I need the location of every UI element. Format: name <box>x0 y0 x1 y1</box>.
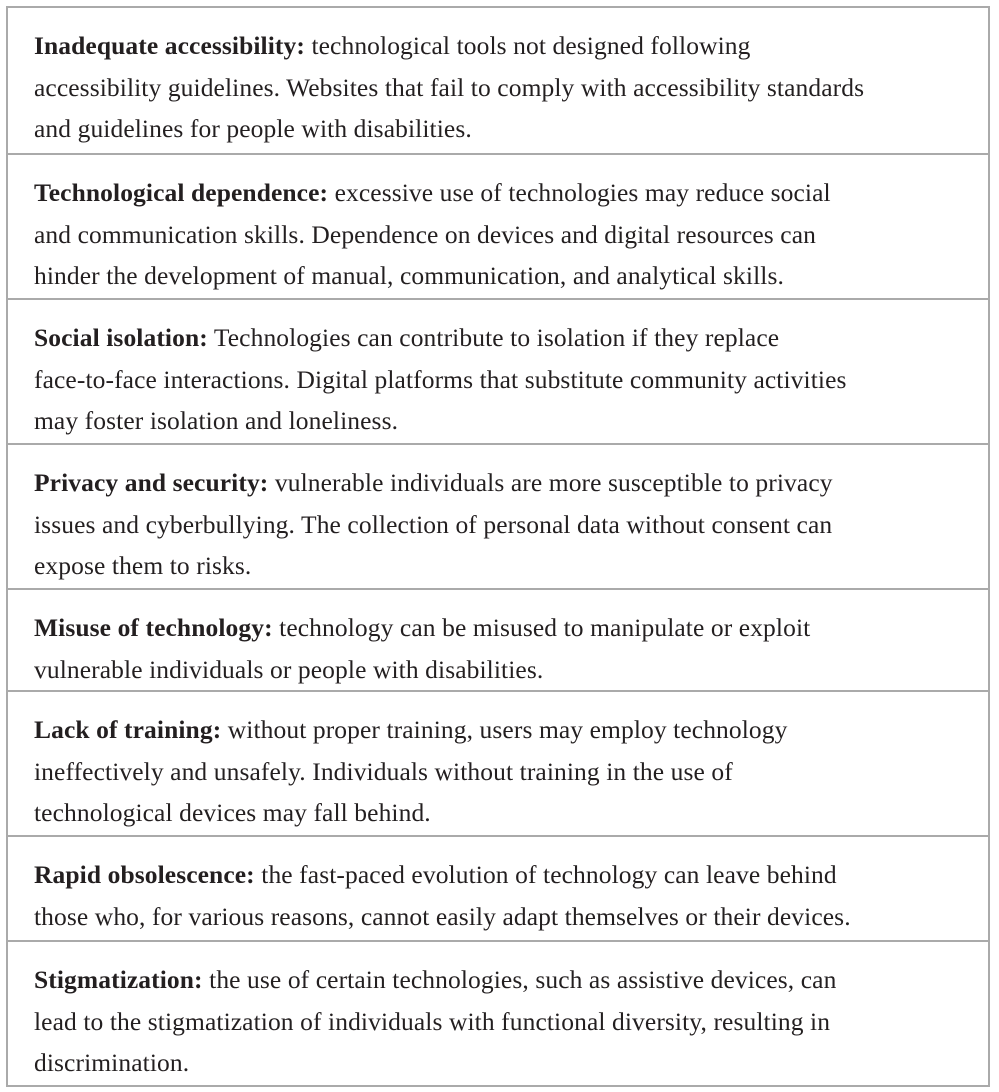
row-description: those who, for various reasons, cannot easily adapt themselves or their devices. <box>34 901 851 931</box>
row-description: and guidelines for people with disabilities. <box>34 114 472 143</box>
row-description: Technologies can contribute to isolation if they replace <box>207 323 780 352</box>
row-description: expose them to risks. <box>34 551 252 580</box>
table-row-inadequate-accessibility <box>8 8 988 153</box>
row-line <box>34 709 968 751</box>
table-row-privacy-and-security <box>8 443 988 588</box>
row-description: the fast-paced evolution of technology can leave behind <box>254 860 837 889</box>
row-line <box>34 462 968 504</box>
row-term: Inadequate accessibility: <box>34 31 305 60</box>
row-term: Social isolation: <box>34 323 208 352</box>
row-description: may foster isolation and loneliness. <box>34 406 399 435</box>
row-description: technology can be misused to manipulate or exploit <box>272 613 811 642</box>
row-description: lead to the stigmatization of individuals with functional diversity, resulting in <box>34 1006 831 1036</box>
table-row-misuse-of-technology <box>8 588 988 690</box>
row-term: Lack of training: <box>34 715 222 744</box>
row-term: Rapid obsolescence: <box>34 860 255 889</box>
table-row-technological-dependence <box>8 153 988 298</box>
row-line <box>34 172 968 214</box>
row-description: and communication skills. Dependence on devices and digital resources can <box>34 219 816 249</box>
row-line <box>34 25 968 67</box>
table-row-lack-of-training <box>8 690 988 835</box>
row-line <box>34 959 968 1001</box>
row-description: technological devices may fall behind. <box>34 798 431 827</box>
row-description: accessibility guidelines. Websites that fail to comply with accessibility standards <box>34 72 865 102</box>
row-line <box>34 607 968 649</box>
row-description: the use of certain technologies, such as assistive devices, can <box>202 965 837 994</box>
row-description: discrimination. <box>34 1048 190 1077</box>
row-term: Technological dependence: <box>34 178 329 207</box>
row-term: Privacy and security: <box>34 468 269 497</box>
table-row-social-isolation <box>8 298 988 443</box>
row-line <box>34 854 968 896</box>
row-description: without proper training, users may employ technology <box>221 715 788 744</box>
risks-table <box>6 6 990 1087</box>
row-description: excessive use of technologies may reduce social <box>328 178 831 207</box>
row-description: hinder the development of manual, communication, and analytical skills. <box>34 261 784 290</box>
row-term: Stigmatization: <box>34 965 203 994</box>
row-description: technological tools not designed following <box>304 31 751 60</box>
row-description: ineffectively and unsafely. Individuals without training in the use of <box>34 756 733 786</box>
row-line <box>34 317 968 359</box>
table-row-rapid-obsolescence <box>8 835 988 940</box>
row-description: vulnerable individuals are more susceptible to privacy <box>268 468 833 497</box>
row-term: Misuse of technology: <box>34 613 273 642</box>
row-description: vulnerable individuals or people with disabilities. <box>34 654 544 684</box>
row-description: face-to-face interactions. Digital platforms that substitute community activities <box>34 364 847 394</box>
table-row-stigmatization <box>8 940 988 1085</box>
row-description: issues and cyberbullying. The collection of personal data without consent can <box>34 509 833 539</box>
